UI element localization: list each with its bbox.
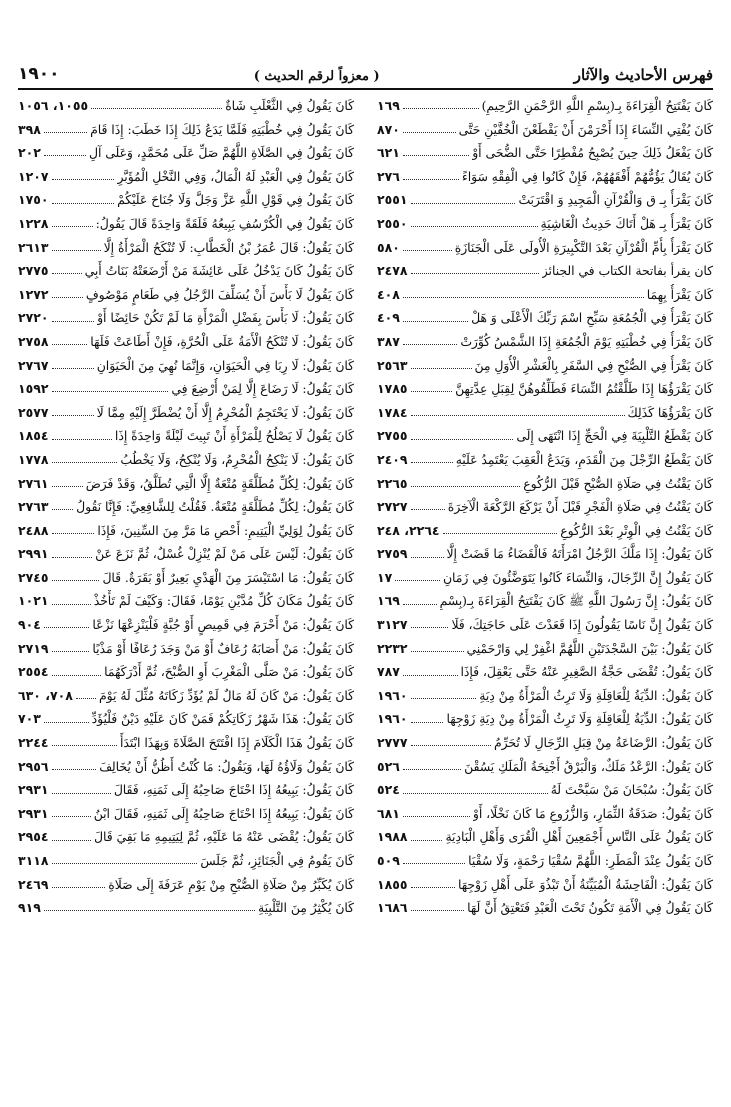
index-entry [18, 896, 354, 920]
hadith-number: ١٧٧٨ [18, 451, 49, 467]
hadith-incipit: كَانَ يَقُولُ فِي خُطْبَتِهِ فَلَمَّا يَدَعُ ذَلِكَ إِذَا خَطَبَ: إِذَا قَامَ [90, 122, 354, 137]
index-entry [377, 802, 713, 826]
dot-leader [52, 557, 93, 558]
hadith-number: ٩٠٤ [18, 617, 41, 633]
hadith-number: ١٠٥٥، ١٠٥٦ [18, 98, 89, 113]
hadith-number: ٢٧٢٠ [18, 310, 49, 326]
hadith-incipit: كَانَ يَقُولُ: قَالَ عُمَرُ بْنُ الْخَطَّابِ: لَا تُنْكَحُ الْمَرْأَةُ إِلَّا [103, 240, 354, 255]
hadith-incipit: كَانَ يَقْرَأُ بِـ هَلْ أَتَاكَ حَدِيثُ الْغَاشِيَةِ [540, 216, 713, 231]
dot-leader [52, 793, 111, 794]
hadith-number: ١٧٨٥ [377, 381, 408, 397]
hadith-number: ٢٥٥٠ [377, 215, 408, 231]
hadith-incipit: كَانَ يَقُولُ: يَبِيعُهُ إِذَا احْتَاجَ صَاحِبُهُ إِلَى ثَمَنِهِ، فَقَالَ ابْنُ [93, 806, 354, 821]
dot-leader [403, 769, 461, 770]
index-entry [18, 825, 354, 849]
index-entry [18, 377, 354, 401]
dot-leader [411, 722, 444, 723]
index-entry [377, 165, 713, 189]
hadith-incipit: كَانَ يَقُولُ فِي الصَّلَاةِ اللَّهُمَّ صَلِّ عَلَى مُحَمَّدٍ، وَعَلَى آلِ [89, 146, 354, 161]
hadith-number: ٢٧٢٧ [377, 499, 408, 515]
index-entry [377, 873, 713, 897]
dot-leader [411, 273, 539, 274]
hadith-incipit: كَانَ يَقُولُ: لَا رَضَاعَ إِلَّا لِمَنْ أُرْضِعَ فِي [171, 382, 354, 397]
hadith-number: ١٨٥٤ [18, 428, 49, 444]
hadith-incipit: كَانَ يَقُولُ فِي الْأَمَةِ تَكُونُ تَحْتَ الْعَبْدِ فَتَعْتِقُ أَنَّ لَهَا [467, 901, 713, 916]
hadith-number: ١٢٧٢ [18, 286, 49, 302]
running-subtitle: ( معزواً لرقم الحديث ) [253, 69, 380, 84]
hadith-number: ٢٧٦ [377, 168, 400, 184]
dot-leader [52, 509, 74, 510]
index-entry [18, 802, 354, 826]
index-entry [18, 165, 354, 189]
hadith-incipit: كَانَ يَقْنُتُ فِي صَلَاةِ الصُّبْحِ قَبْلَ الرُّكُوعِ [523, 476, 713, 491]
hadith-number: ١٢٠٧ [18, 168, 49, 184]
hadith-incipit: كَانَ يَقُولُ عِنْدَ الْمَطَرِ: اللَّهُمَّ سُقْيَا رَحْمَةٍ، وَلَا سُقْيَا [468, 854, 713, 868]
hadith-incipit: كَانَ يَقُولُ فِي الثَّعْلَبِ شَاةٌ [225, 99, 354, 113]
hadith-incipit: كَانَ يَقُولُ: بَيْنَ السَّجْدَتَيْنِ اللَّهُمَّ اغْفِرْ لِي وَارْحَمْنِي [466, 641, 713, 656]
hadith-number: ١٦٩ [377, 98, 400, 113]
dot-leader [403, 816, 470, 817]
hadith-incipit: كَانَ يَقْرَأُ بِهِمَا [646, 287, 713, 302]
hadith-number: ٢٤٨٨ [18, 522, 49, 538]
hadith-number: ١٩٨٨ [377, 829, 408, 845]
dot-leader [52, 203, 115, 204]
hadith-number: ٢٧٦١ [18, 475, 49, 491]
index-entry [377, 731, 713, 755]
hadith-incipit: كَانَ يَقُولُ لَا بَأْسَ أَنْ يُسَلِّفَ الرَّجُلُ فِي طَعَامٍ مَوْصُوفٍ [85, 287, 354, 302]
hadith-number: ٥٢٤ [377, 782, 400, 798]
hadith-incipit: كَانَ يَقُولُ: إِنَّ رَسُولَ اللَّهِ ﷺ كَانَ يَفْتَتِحُ الْقِرَاءَةَ بِـ(بِسْمِ [439, 594, 713, 609]
index-entry [377, 306, 713, 330]
dot-leader [411, 509, 445, 510]
index-entry [377, 825, 713, 849]
hadith-number: ٥٢٦ [377, 758, 400, 774]
dot-leader [403, 604, 437, 605]
index-entry [377, 519, 713, 543]
dot-leader [52, 863, 198, 864]
dot-leader [403, 108, 479, 109]
index-entry [18, 566, 354, 590]
hadith-incipit: كَانَ يُفْتِي النِّسَاءَ إِذَا أَحْرَمْنَ أَنْ يَقْطَعْنَ الْخُفَّيْنِ حَتَّى [458, 122, 713, 137]
index-entry [377, 141, 713, 165]
index-entry [377, 566, 713, 590]
index-entry [377, 283, 713, 307]
hadith-incipit: كَانَ يُكْثِرُ مِنَ التَّلْبِيَةِ [258, 901, 354, 916]
dot-leader [411, 887, 455, 888]
index-entry [377, 707, 713, 731]
dot-leader [403, 250, 452, 251]
index-entry [18, 330, 354, 354]
hadith-incipit: كَانَ يَقُولُ لِوَلِيِّ الْيَتِيمِ: أَحْصِ مَا مَرَّ مِنَ السِّنِينَ، فَإِذَا [97, 523, 354, 538]
index-entry [18, 731, 354, 755]
index-entry [377, 542, 713, 566]
index-entry [377, 94, 713, 118]
hadith-incipit: كَانَ يَقُومُ فِي الْجَنَائِزِ، ثُمَّ جَلَسَ [200, 854, 354, 868]
hadith-number: ١٨٥٥ [377, 876, 408, 892]
hadith-incipit: كَانَ يَقُولُ إِنَّ نَاسًا يَقُولُونَ إِذَا قَعَدْتَ عَلَى حَاجَتِكَ، فَلَا [451, 618, 713, 633]
hadith-incipit: كَانَ يَقُولُ هَذَا الْكَلَامَ إِذَا افْتَتَحَ الصَّلَاةَ وَبِهَذَا ابْتَدَأَ [120, 736, 354, 751]
index-entry [18, 236, 354, 260]
hadith-number: ٢٥٧٧ [18, 404, 49, 420]
index-entry [377, 849, 713, 873]
hadith-incipit: كَانَ يَقُولُ: لَا بَأْسَ بِفَضْلِ الْمَرْأَةِ مَا لَمْ تَكُنْ حَائِضًا أَوْ [97, 311, 354, 326]
dot-leader [44, 132, 87, 133]
hadith-number: ٢٩٣١ [18, 782, 49, 798]
dot-leader [52, 816, 91, 817]
index-entry [18, 188, 354, 212]
hadith-incipit: كَانَ يَفْتَتِحُ الْقِرَاءَةَ بِـ(بِسْمِ اللَّهِ الرَّحْمَنِ الرَّحِيمِ) [481, 99, 713, 113]
hadith-incipit: كَانَ يَقُولُ: يَبِيعُهُ إِذَا احْتَاجَ صَاحِبُهُ إِلَى ثَمَنِهِ، فَقَالَ [113, 783, 354, 798]
dot-leader [52, 580, 100, 581]
hadith-incipit: كَانَ يَقُولُ مَكَانَ كُلِّ مُدَّيْنِ يَوْمًا، فَقَالَ: وَكَيْفَ لَمْ تَأْخُذْ [93, 594, 354, 609]
hadith-incipit: كَانَ يَقُولُ: لَا يَحْتَجِمُ الْمُحْرِمُ إِلَّا أَنْ يُضْطَرَّ إِلَيْهِ مِمَّا لَا [96, 405, 354, 420]
hadith-incipit: كَانَ يَقُولُ: تُقْضَى حَجَّةُ الصَّغِيرِ عَنْهُ حَتَّى يَعْقِلَ، فَإِذَا [460, 665, 713, 680]
hadith-number: ٦٨١ [377, 805, 400, 821]
dot-leader [52, 769, 97, 770]
dot-leader [411, 627, 449, 628]
hadith-incipit: كَانَ يَقُولُ: مَنْ كَانَ لَهُ مَالٌ لَمْ يُؤَدِّ زَكَاتَهُ مُثِّلَ لَهُ يَوْمَ [99, 688, 354, 703]
index-entry [18, 778, 354, 802]
hadith-number: ٢٧٥٩ [377, 546, 408, 562]
hadith-number: ٢٥٥١ [377, 192, 408, 208]
hadith-incipit: كَانَ يَقُولُ: الدِّيَةُ لِلْعَاقِلَةِ وَلَا تَرِثُ الْمَرْأَةُ مِنْ دِيَةِ [479, 688, 713, 703]
hadith-incipit: كَانَ يَقُولُ فِي قَوْلِ اللَّهِ عَزَّ وَجَلَّ وَلَا جُنَاحَ عَلَيْكُمْ [117, 193, 354, 208]
dot-leader [403, 132, 456, 133]
dot-leader [395, 580, 440, 581]
hadith-incipit: كَانَ يَقُولُ: الرَّعْدُ مَلَكٌ، وَالْبَرْقُ أَجْنِحَةُ الْمَلَكِ يَسُقْنَ [464, 759, 713, 774]
dot-leader [52, 651, 90, 652]
index-entry [377, 259, 713, 283]
hadith-incipit: كَانَ يَقُولُ عَلَى النَّاسِ أَجْمَعِينَ أَهْلِ الْقُرَى وَأَهْلِ الْبَادِيَةِ [445, 830, 713, 845]
hadith-number: ٢٧٦٧ [18, 357, 49, 373]
hadith-incipit: كَانَ يَقُولُ: لِكُلِّ مُطَلَّقَةٍ مُتْعَةٌ. فَقُلْتُ لِلشَّافِعِيِّ: فَإِنَّا نَقُولُ [76, 500, 354, 515]
hadith-number: ٢٩٥٦ [18, 758, 49, 774]
index-entry [377, 613, 713, 637]
index-entry [18, 519, 354, 543]
dot-leader [52, 887, 106, 888]
hadith-incipit: كَانَ يَقُولُ: لَيْسَ عَلَى مَنْ لَمْ يُنْزِلْ غُسْلٌ، ثُمَّ نَزَعَ عَنْ [95, 547, 354, 562]
index-column-left [18, 94, 354, 920]
hadith-incipit: كَانَ يَقْطَعُ التَّلْبِيَةَ فِي الْحَجِّ إِذَا انْتَهَى إِلَى [516, 429, 713, 444]
index-entry [18, 354, 354, 378]
hadith-number: ٢٩٣١ [18, 805, 49, 821]
hadith-incipit: كَانَ يَقُولُ: مَنْ صَلَّى الْمَغْرِبَ أَوِ الصُّبْحَ، ثُمَّ أَدْرَكَهُمَا [104, 665, 354, 680]
dot-leader [76, 698, 96, 699]
index-entry [18, 424, 354, 448]
index-entry [18, 707, 354, 731]
hadith-number: ٢٢٣٢ [377, 640, 408, 656]
dot-leader [52, 745, 117, 746]
index-entry [18, 472, 354, 496]
index-entry [18, 873, 354, 897]
dot-leader [44, 910, 255, 911]
hadith-number: ٧٠٣ [18, 711, 41, 727]
hadith-number: ١٠٢١ [18, 593, 49, 609]
dot-leader [52, 391, 169, 392]
dot-leader [44, 722, 89, 723]
hadith-number: ١٥٩٢ [18, 381, 49, 397]
dot-leader [52, 462, 118, 463]
hadith-number: ٢٧٤٥ [18, 569, 49, 585]
hadith-incipit: كَانَ يَقُولُ إِنَّ الرِّجَالَ، وَالنِّسَاءَ كَانُوا يَتَوَضَّئُونَ فِي زَمَانِ [442, 570, 713, 585]
dot-leader [411, 391, 453, 392]
dot-leader [52, 840, 91, 841]
index-entry [377, 684, 713, 708]
dot-leader [52, 273, 82, 274]
hadith-number: ٢٥٥٤ [18, 664, 49, 680]
index-entry [377, 377, 713, 401]
hadith-number: ٢٠٢ [18, 145, 41, 161]
hadith-number: ١٧ [377, 569, 393, 585]
dot-leader [403, 321, 468, 322]
hadith-incipit: كَانَ يَقْرَأُ فِي الْجُمُعَةِ سَبِّحِ اسْمَ رَبِّكَ الْأَعْلَى وَ هَلْ [471, 311, 713, 326]
dot-leader [443, 533, 558, 534]
dot-leader [52, 179, 115, 180]
hadith-number: ١٧٥٠ [18, 192, 49, 208]
running-title: فهرس الأحاديث والآثار [573, 66, 713, 84]
dot-leader [52, 250, 101, 251]
hadith-number: ٢٧٥٥ [377, 428, 408, 444]
dot-leader [403, 297, 644, 298]
dot-leader [411, 415, 625, 416]
index-entry [18, 118, 354, 142]
index-entry [377, 330, 713, 354]
hadith-number: ١٢٢٨ [18, 215, 49, 231]
dot-leader [91, 108, 222, 109]
dot-leader [411, 368, 472, 369]
hadith-number: ١٧٨٤ [377, 404, 408, 420]
hadith-incipit: كَانَ يَقْرَؤُهَا إِذَا طَلَّقْتُمُ النِّسَاءَ فَطَلِّقُوهُنَّ لِقِبَلِ عِدَّتِهِنَّ [455, 382, 713, 397]
index-entry [18, 684, 354, 708]
dot-leader [403, 155, 469, 156]
hadith-number: ٣٩٨ [18, 121, 41, 137]
index-entry [377, 212, 713, 236]
hadith-incipit: كَانَ يَقْرَأُ فِي الصُّبْحِ فِي السَّفَرِ بِالْعَشْرِ الْأُوَلِ مِنَ [474, 358, 713, 373]
dot-leader [52, 297, 83, 298]
index-entry [18, 306, 354, 330]
index-entry [377, 778, 713, 802]
hadith-incipit: كَانَ يَقُولُ وَلَاؤُهُ لَهَا، وَيَقُولُ: مَا كُنْتُ أَظُنُّ أَنْ يُخَالِفَ [99, 759, 354, 774]
hadith-number: ٢٧٧٥ [18, 263, 49, 279]
dot-leader [411, 226, 538, 227]
hadith-incipit: كَانَ يَقْنُتُ فِي الْوِتْرِ بَعْدَ الرُّكُوعِ [560, 523, 713, 538]
dot-leader [44, 155, 86, 156]
index-entry [377, 472, 713, 496]
dot-leader [411, 651, 464, 652]
dot-leader [403, 179, 459, 180]
hadith-incipit: كان يقرأ بفاتحة الكتاب في الجنائز [541, 264, 713, 279]
index-entry [18, 212, 354, 236]
dot-leader [44, 627, 90, 628]
hadith-number: ٥٨٠ [377, 239, 400, 255]
hadith-number: ٢٤٧٨ [377, 263, 408, 279]
page-header [18, 62, 713, 84]
index-entry [377, 589, 713, 613]
index-entry [18, 755, 354, 779]
index-entry [18, 94, 354, 118]
dot-leader [411, 203, 516, 204]
hadith-incipit: كَانَ يَقُولُ: الْفَاحِشَةُ الْمُبَيِّنَةُ أَنْ تَبْذُوَ عَلَى أَهْلِ زَوْجِهَا [457, 877, 713, 892]
hadith-number: ٩١٩ [18, 900, 41, 916]
dot-leader [52, 321, 95, 322]
dot-leader [52, 344, 88, 345]
index-entry [18, 448, 354, 472]
hadith-number: ٢٢٤٤ [18, 735, 49, 751]
hadith-number: ١٩٦٠ [377, 687, 408, 703]
hadith-incipit: كَانَ يَقُولُ: لَا يَنْكِحُ الْمُحْرِمُ، وَلَا يُنْكِحُ، وَلَا يَخْطُبُ [120, 452, 354, 467]
dot-leader [52, 226, 93, 227]
hadith-number: ٦٢١ [377, 145, 400, 161]
index-entry [18, 589, 354, 613]
index-entry [18, 637, 354, 661]
hadith-incipit: كَانَ يَقُولُ: مَا اسْتَيْسَرَ مِنَ الْهَدْيِ بَعِيرٌ أَوْ بَقَرَةٌ. قَالَ [102, 570, 354, 585]
index-column-right [377, 94, 713, 920]
hadith-incipit: كَانَ يَقُولُ كَانَ يَدْخُلُ عَلَى عَائِشَةَ مَنْ أَرْضَعَتْهُ بَنَاتُ أَبِي [84, 264, 354, 279]
hadith-incipit: كَانَ يَقْرَأُ فِي خُطْبَتِهِ يَوْمَ الْجُمُعَةِ إِذَا الشَّمْسُ كُوِّرَتْ [460, 334, 713, 349]
hadith-incipit: كَانَ يُقَالُ يَؤُمُّهُمْ أَفْقَهُهُمْ، فَإِنْ كَانُوا فِي الْفِقْهِ سَوَاءً [461, 169, 713, 184]
dot-leader [52, 486, 83, 487]
dot-leader [52, 415, 94, 416]
hadith-number: ٢٧٧٧ [377, 735, 408, 751]
index-entry [18, 283, 354, 307]
hadith-incipit: كَانَ يَفْعَلُ ذَلِكَ حِينَ يُصْبِحُ مُفْطِرًا حَتَّى الضُّحَى أَوْ [472, 146, 713, 161]
hadith-number: ٤٠٨ [377, 286, 400, 302]
index-entry [377, 755, 713, 779]
hadith-incipit: كَانَ يَقُولُ: هَذَا شَهْرُ زَكَاتِكُمْ فَمَنْ كَانَ عَلَيْهِ دَيْنٌ فَلْيُؤَدِّ [91, 712, 354, 727]
dot-leader [403, 793, 548, 794]
index-entry [18, 660, 354, 684]
hadith-incipit: كَانَ يَقُولُ: مَنْ أَصَابَهُ رُعَافٌ أَوْ مَنْ وَجَدَ رُعَافًا أَوْ مَذْيًا [92, 641, 354, 656]
hadith-incipit: كَانَ يَقُولُ: لِكُلِّ مُطَلَّقَةٍ مُتْعَةٌ إِلَّا الَّتِي تُطَلَّقُ، وَقَدْ فَرَضَ [85, 476, 354, 491]
dot-leader [52, 604, 91, 605]
hadith-incipit: كَانَ يَقُولُ: لَا رِبَا فِي الْحَيَوَانِ، وَإِنَّمَا نُهِيَ مِنَ الْحَيَوَانِ [96, 358, 354, 373]
index-entry [377, 236, 713, 260]
page-number: ١٩٠٠ [18, 64, 60, 84]
dot-leader [403, 863, 465, 864]
hadith-number: ٣٨٧ [377, 333, 400, 349]
index-entry [377, 118, 713, 142]
hadith-number: ٢٤٠٩ [377, 451, 408, 467]
hadith-number: ١٩٦٠ [377, 711, 408, 727]
hadith-number: ٢٥٦٣ [377, 357, 408, 373]
index-entry [377, 401, 713, 425]
dot-leader [411, 840, 443, 841]
index-entry [377, 188, 713, 212]
dot-leader [411, 910, 465, 911]
index-entry [377, 424, 713, 448]
hadith-number: ٢٧١٩ [18, 640, 49, 656]
dot-leader [411, 745, 491, 746]
index-entry [377, 495, 713, 519]
hadith-number: ٨٧٠ [377, 121, 400, 137]
hadith-number: ٧٠٨، ٦٣٠ [18, 687, 73, 703]
hadith-incipit: كَانَ يَقُولُ فِي الْكُرْسُفِ يَبِيعُهُ فَلَقَةً وَاحِدَةً قَالَ يَقُولُ: [95, 216, 354, 231]
hadith-incipit: كَانَ يَقُولُ: يُقْضَى عَنْهُ مَا عَلَيْهِ، ثُمَّ لِيَتِيمِهِ مَا بَقِيَ قَالَ [94, 830, 354, 845]
hadith-incipit: كَانَ يَقُولُ: صَدَقَةُ الثِّمَارِ، وَالزُّرُوعِ مَا كَانَ نَخْلًا، أَوْ [472, 806, 713, 821]
hadith-incipit: كَانَ يَقُولُ: إِذَا مَلَّكَ الرَّجُلُ امْرَأَتَهُ فَالْقَضَاءُ مَا قَضَتْ إِلَّا [446, 547, 713, 562]
dot-leader [411, 557, 444, 558]
hadith-incipit: كَانَ يَقْرَأُ بِـ ق وَالْقُرْآنِ الْمَجِيدِ وَ اقْتَرَبَتْ [518, 193, 713, 208]
hadith-number: ٢٦١٣ [18, 239, 49, 255]
index-entry [18, 141, 354, 165]
hadith-number: ١٦٩ [377, 593, 400, 609]
index-entry [377, 637, 713, 661]
index-entry [377, 896, 713, 920]
hadith-incipit: كَانَ يَقْنُتُ فِي صَلَاةِ الْفَجْرِ قَبْلَ أَنْ يَرْكَعَ الرَّكْعَةَ الْآخِرَةَ [447, 500, 713, 515]
hadith-number: ١٦٨٦ [377, 900, 408, 916]
hadith-number: ٣١١٨ [18, 853, 49, 868]
hadith-number: ٧٨٧ [377, 664, 400, 680]
index-entry [18, 259, 354, 283]
dot-leader [52, 368, 94, 369]
dot-leader [411, 462, 453, 463]
dot-leader [403, 344, 457, 345]
dot-leader [411, 439, 514, 440]
index-entry [18, 849, 354, 873]
hadith-number: ٢٧٥٨ [18, 333, 49, 349]
index-entry [377, 448, 713, 472]
index-entry [18, 613, 354, 637]
hadith-incipit: كَانَ يَقُولُ: الرَّضَاعَةُ مِنْ قِبَلِ الرِّجَالِ لَا تُحَرِّمُ [494, 736, 713, 751]
hadith-incipit: كَانَ يَقْرَأُ بِأُمِّ الْقُرْآنِ بَعْدَ التَّكْبِيرَةِ الْأُولَى عَلَى الْجَنَازَةِ [454, 240, 713, 255]
dot-leader [411, 698, 477, 699]
hadith-number: ٢٩٥٤ [18, 829, 49, 845]
hadith-incipit: كَانَ يَقْطَعُ الرِّجْلَ مِنَ الْقَدَمِ، وَيَدَعُ الْعَقِبَ يَعْتَمِدُ عَلَيْهِ [455, 452, 713, 467]
hadith-number: ٤٠٩ [377, 310, 400, 326]
header-rule [18, 88, 713, 90]
dot-leader [403, 675, 458, 676]
hadith-incipit: كَانَ يُكَبِّرُ مِنْ صَلَاةِ الصُّبْحِ مِنْ يَوْمِ عَرَفَةَ إِلَى صَلَاةِ [108, 877, 354, 892]
hadith-incipit: كَانَ يَقُولُ: سُبْحَانَ مَنْ سَبَّحْتَ لَهُ [550, 783, 713, 798]
hadith-incipit: كَانَ يَقُولُ: مَنْ أَحْرَمَ فِي قَمِيصٍ أَوْ جُبَّةٍ فَلْيَنْزِعْهَا نَزْعًا [92, 618, 354, 633]
dot-leader [52, 533, 95, 534]
hadith-number: ٢٩٩١ [18, 546, 49, 562]
hadith-number: ٣١٢٧ [377, 617, 408, 633]
hadith-number: ٢٧٦٣ [18, 499, 49, 515]
hadith-incipit: كَانَ يَقْرَؤُهَا كَذَلِكَ [627, 405, 713, 420]
dot-leader [411, 486, 521, 487]
dot-leader [52, 675, 102, 676]
hadith-number: ٢٢٦٥ [377, 475, 408, 491]
hadith-number: ٢٢٦٤، ٢٤٨ [377, 522, 440, 538]
hadith-incipit: كَانَ يَقُولُ فِي الْعَبْدِ لَهُ الْمَالُ، وَفِي النَّخْلِ الْمُؤَبَّرِ [117, 169, 354, 184]
index-entry [377, 354, 713, 378]
index-entry [377, 660, 713, 684]
hadith-incipit: كَانَ يَقُولُ: لَا تُنْكَحُ الْأَمَةُ عَلَى الْحُرَّةِ، فَإِنْ أَطَاعَتْ فَلَهَا [90, 334, 354, 349]
index-entry [18, 495, 354, 519]
hadith-incipit: كَانَ يَقُولُ: الدِّيَةُ لِلْعَاقِلَةِ وَلَا تَرِثُ الْمَرْأَةُ مِنْ دِيَةِ زَوْجِهَا [446, 712, 713, 727]
hadith-number: ٢٤٦٩ [18, 876, 49, 892]
hadith-number: ٥٠٩ [377, 853, 400, 868]
index-entry [18, 401, 354, 425]
index-entry [18, 542, 354, 566]
hadith-incipit: كَانَ يَقُولُ لَا يَصْلُحُ لِلْمَرْأَةِ أَنْ تَبِيتَ لَيْلَةً وَاحِدَةً إِذَا [114, 429, 354, 444]
dot-leader [52, 439, 112, 440]
